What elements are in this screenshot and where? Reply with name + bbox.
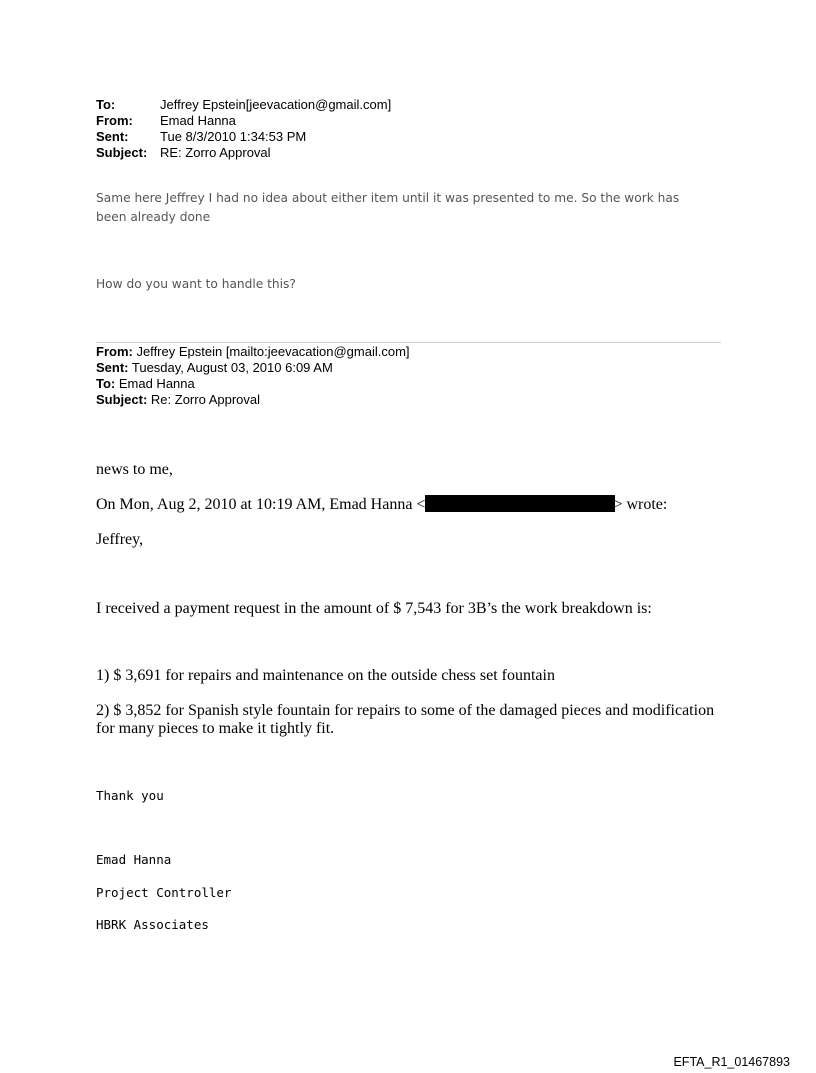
to-label: To: <box>96 97 116 112</box>
subject-label: Subject: <box>96 145 148 160</box>
quoted-sent-value: Tuesday, August 03, 2010 6:09 AM <box>128 360 333 375</box>
quoted-from-value: Jeffrey Epstein [mailto:jeevacation@gmail.com] <box>132 344 410 359</box>
signature-company: HBRK Associates <box>96 917 209 932</box>
signature-title: Project Controller <box>96 885 232 900</box>
payment-request-line: I received a payment request in the amount of $ 7,543 for 3B’s the work breakdown is: <box>96 600 652 617</box>
on-line-suffix: > wrote: <box>613 496 668 513</box>
breakdown-item-1: 1) $ 3,691 for repairs and maintenance on the outside chess set fountain <box>96 667 555 684</box>
sent-label: Sent: <box>96 129 129 144</box>
quoted-to-row <box>96 376 410 392</box>
sent-row <box>96 129 391 145</box>
quoted-news-line: news to me, <box>96 461 173 478</box>
sent-value: Tue 8/3/2010 1:34:53 PM <box>160 129 307 144</box>
breakdown-item-2: 2) $ 3,852 for Spanish style fountain for repairs to some of the damaged pieces and modification for many pieces to make it tightly fit. <box>96 702 715 737</box>
quoted-sent-label: Sent: <box>96 360 129 375</box>
from-label: From: <box>96 113 133 128</box>
on-line-prefix: On Mon, Aug 2, 2010 at 10:19 AM, Emad Hanna < <box>96 496 426 513</box>
subject-value: RE: Zorro Approval <box>160 145 271 160</box>
quoted-from-row <box>96 344 410 360</box>
reply-paragraph-1: Same here Jeffrey I had no idea about either item until it was presented to me. So the work has been already done <box>96 191 680 224</box>
signature-name: Emad Hanna <box>96 852 172 867</box>
quoted-on-line <box>96 495 667 514</box>
quote-separator <box>96 342 721 343</box>
to-value: Jeffrey Epstein[jeevacation@gmail.com] <box>160 97 392 112</box>
document-id: EFTA_R1_01467893 <box>673 1055 790 1069</box>
thanks-line: Thank you <box>96 788 164 803</box>
from-row <box>96 113 391 129</box>
quoted-header <box>96 344 410 408</box>
quoted-subject-label: Subject: <box>96 392 148 407</box>
redaction-box <box>425 495 615 512</box>
from-value: Emad Hanna <box>160 113 236 128</box>
quoted-subject-value: Re: Zorro Approval <box>147 392 261 407</box>
quoted-sent-row <box>96 360 410 376</box>
subject-row <box>96 145 391 161</box>
email-header <box>96 97 391 161</box>
reply-paragraph-2: How do you want to handle this? <box>96 277 296 291</box>
quoted-subject-row <box>96 392 410 408</box>
quoted-to-label: To: <box>96 376 116 391</box>
quoted-from-label: From: <box>96 344 133 359</box>
to-row <box>96 97 391 113</box>
quoted-greeting: Jeffrey, <box>96 531 144 548</box>
quoted-to-value: Emad Hanna <box>115 376 195 391</box>
